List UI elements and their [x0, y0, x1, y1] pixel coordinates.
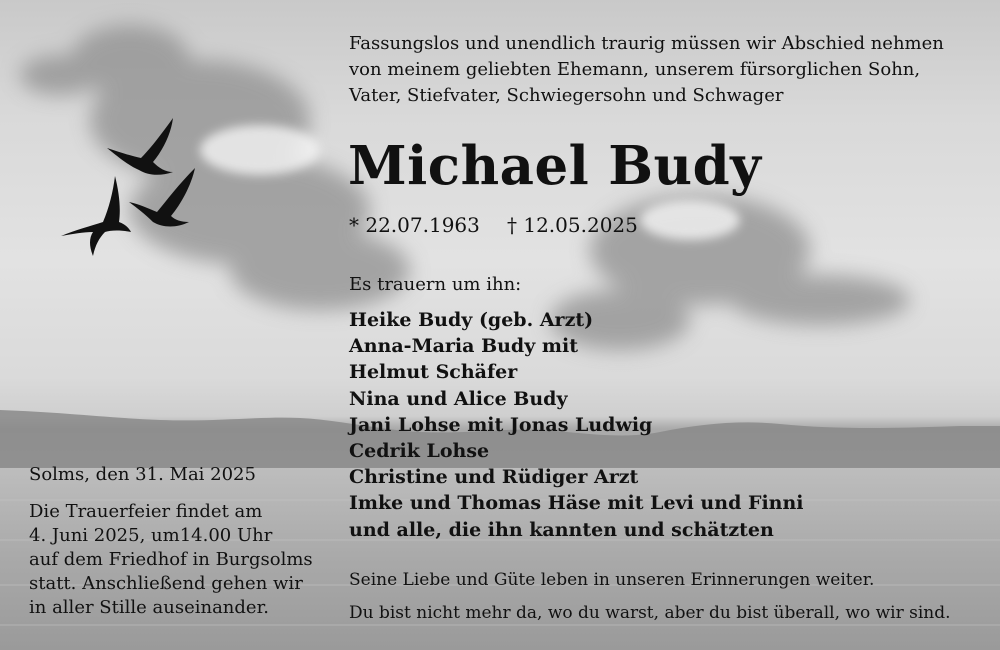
- mourner-name: Anna-Maria Budy mit: [349, 335, 578, 358]
- mourner-name: Helmut Schäfer: [349, 361, 518, 384]
- intro-line: Fassungslos und unendlich traurig müssen wir Abschied nehmen: [349, 33, 944, 54]
- memorial-quote: Seine Liebe und Güte leben in unseren Erinnerungen weiter.: [349, 570, 875, 590]
- mourner-name: Cedrik Lohse: [349, 440, 490, 463]
- birth-date: * 22.07.1963: [349, 213, 480, 237]
- mourner-name: und alle, die ihn kannten und schätzten: [349, 518, 774, 541]
- intro-text: [349, 31, 989, 109]
- place-date: Solms, den 31. Mai 2025: [29, 464, 256, 485]
- mourner-name: Jani Lohse mit Jonas Ludwig: [349, 413, 653, 436]
- mourner-name: Christine und Rüdiger Arzt: [349, 466, 639, 489]
- intro-line: von meinem geliebten Ehemann, unserem fürsorglichen Sohn,: [349, 59, 921, 80]
- funeral-line: statt. Anschließend gehen wir: [29, 573, 303, 594]
- bird-icon: [129, 168, 195, 227]
- funeral-info: [29, 500, 329, 620]
- bird-icon: [107, 118, 173, 175]
- mourner-name: Nina und Alice Budy: [349, 387, 568, 410]
- funeral-line: Die Trauerfeier findet am: [29, 501, 263, 522]
- mourner-name: Heike Budy (geb. Arzt): [349, 309, 594, 331]
- flying-birds-icon: [55, 110, 205, 260]
- memorial-quote: Du bist nicht mehr da, wo du warst, aber du bist überall, wo wir sind.: [349, 603, 951, 623]
- mourner-name: Imke und Thomas Häse mit Levi und Finni: [349, 492, 804, 515]
- bird-icon: [61, 176, 131, 256]
- deceased-name: Michael Budy: [348, 135, 762, 197]
- intro-line: Vater, Stiefvater, Schwiegersohn und Schwager: [349, 85, 784, 106]
- funeral-line: 4. Juni 2025, um14.00 Uhr: [29, 525, 273, 546]
- funeral-line: auf dem Friedhof in Burgsolms: [29, 549, 313, 570]
- death-date: † 12.05.2025: [507, 213, 638, 237]
- funeral-line: in aller Stille auseinander.: [29, 597, 269, 618]
- mourners-heading: Es trauern um ihn:: [349, 274, 522, 295]
- mourners-list: [349, 307, 909, 543]
